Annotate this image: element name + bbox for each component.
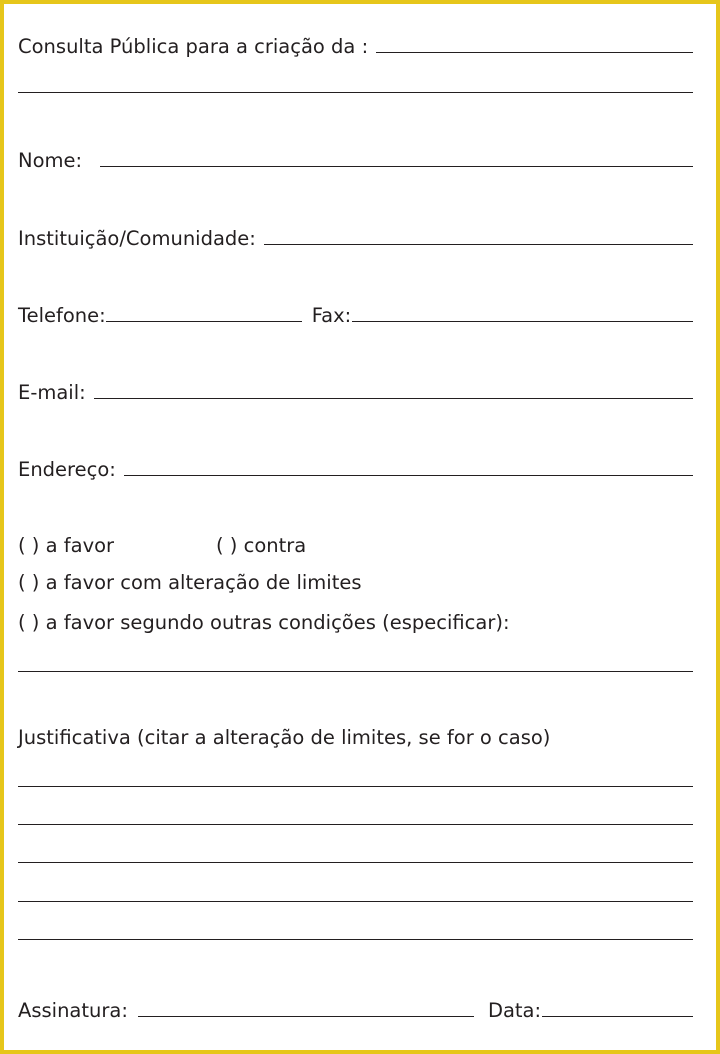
email-row <box>18 380 693 405</box>
justificativa-label: Justificativa (citar a alteração de limites, se for o caso) <box>18 726 551 749</box>
fax-field[interactable] <box>352 303 693 322</box>
instituicao-field[interactable] <box>264 226 693 245</box>
justificativa-line[interactable] <box>18 824 693 825</box>
telefone-field[interactable] <box>106 303 302 322</box>
justificativa-line[interactable] <box>18 862 693 863</box>
assinatura-label: Assinatura: <box>18 999 128 1022</box>
nome-label: Nome: <box>18 149 83 172</box>
assinatura-field[interactable] <box>138 998 474 1017</box>
option-outras-condicoes[interactable]: ( ) a favor segundo outras condições (especificar): <box>18 611 510 634</box>
endereco-field[interactable] <box>124 457 693 476</box>
option-alteracao-limites[interactable]: ( ) a favor com alteração de limites <box>18 571 362 594</box>
assinatura-data-row <box>18 998 693 1023</box>
data-label: Data: <box>487 999 542 1022</box>
fax-label: Fax: <box>311 304 352 327</box>
endereco-label: Endereço: <box>18 458 116 481</box>
especificar-field[interactable] <box>18 671 693 672</box>
consulta-row <box>18 34 693 59</box>
justificativa-line[interactable] <box>18 939 693 940</box>
instituicao-row <box>18 226 693 251</box>
telefone-label: Telefone: <box>18 304 106 327</box>
consulta-field-continued[interactable] <box>18 92 693 93</box>
option-a-favor[interactable]: ( ) a favor <box>18 534 115 557</box>
instituicao-label: Instituição/Comunidade: <box>18 227 256 250</box>
data-field[interactable] <box>542 998 693 1017</box>
option-contra[interactable]: ( ) contra <box>216 534 307 557</box>
nome-field[interactable] <box>100 148 693 167</box>
consulta-field[interactable] <box>376 34 693 53</box>
email-field[interactable] <box>94 380 693 399</box>
justificativa-line[interactable] <box>18 901 693 902</box>
endereco-row <box>18 457 693 482</box>
email-label: E-mail: <box>18 381 86 404</box>
telefone-fax-row <box>18 303 693 328</box>
justificativa-line[interactable] <box>18 786 693 787</box>
consulta-label: Consulta Pública para a criação da : <box>18 35 369 58</box>
nome-row <box>18 148 693 173</box>
